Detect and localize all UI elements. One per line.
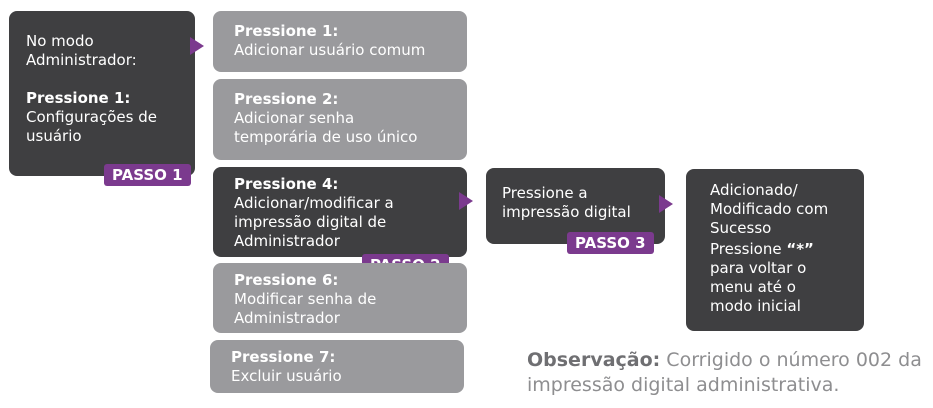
option-desc-line: Modificar senha de [234, 290, 377, 308]
option-press-label: Pressione 4: [234, 175, 339, 193]
option-desc-line: impressão digital de [234, 213, 387, 231]
option-desc-line: Excluir usuário [231, 367, 342, 385]
step1-intro-line: Administrador: [26, 51, 137, 69]
arrow-icon [659, 195, 673, 213]
step1-desc-line: usuário [26, 127, 82, 145]
option-desc-line: Adicionar usuário comum [234, 41, 426, 59]
result-box [686, 169, 864, 331]
arrow-icon [459, 192, 473, 210]
option-press-4 [213, 167, 467, 257]
result-press-line [710, 240, 864, 259]
option-press-label: Pressione 2: [234, 90, 339, 108]
result-line: Sucesso [710, 219, 772, 237]
option-desc-line: Adicionar senha [234, 109, 355, 127]
step1-box [9, 11, 195, 176]
option-press-6 [213, 263, 467, 333]
observation-text: Corrigido o número 002 da impressão digital administrativa. [527, 349, 922, 396]
step1-press: Pressione 1: [26, 89, 131, 107]
arrow-icon [190, 37, 204, 55]
observation-note [527, 348, 927, 398]
option-desc-line: Administrador [234, 309, 340, 327]
option-press-1 [213, 11, 467, 72]
result-press-key: “*” [786, 240, 814, 258]
result-line: Modificado com [710, 200, 829, 218]
step1-desc-line: Configurações de [26, 108, 157, 126]
option-press-label: Pressione 6: [234, 271, 339, 289]
option-desc-line: Administrador [234, 232, 340, 250]
option-press-7 [210, 340, 464, 393]
step3-desc-line: impressão digital [502, 203, 631, 221]
result-press-prefix: Pressione [710, 240, 782, 258]
result-line: Adicionado/ [710, 181, 798, 199]
option-desc-line: temporária de uso único [234, 128, 418, 146]
step1-badge: PASSO 1 [104, 164, 191, 186]
step3-desc-line: Pressione a [502, 184, 588, 202]
step3-badge: PASSO 3 [567, 232, 654, 254]
result-after-line: menu até o [710, 278, 796, 296]
option-desc-line: Adicionar/modificar a [234, 194, 394, 212]
option-press-label: Pressione 7: [231, 348, 336, 366]
option-press-label: Pressione 1: [234, 22, 339, 40]
result-after-line: modo inicial [710, 297, 801, 315]
observation-label: Observação: [527, 349, 661, 371]
result-after-line: para voltar o [710, 259, 807, 277]
option-press-2 [213, 79, 467, 160]
step1-intro-line: No modo [26, 32, 94, 50]
